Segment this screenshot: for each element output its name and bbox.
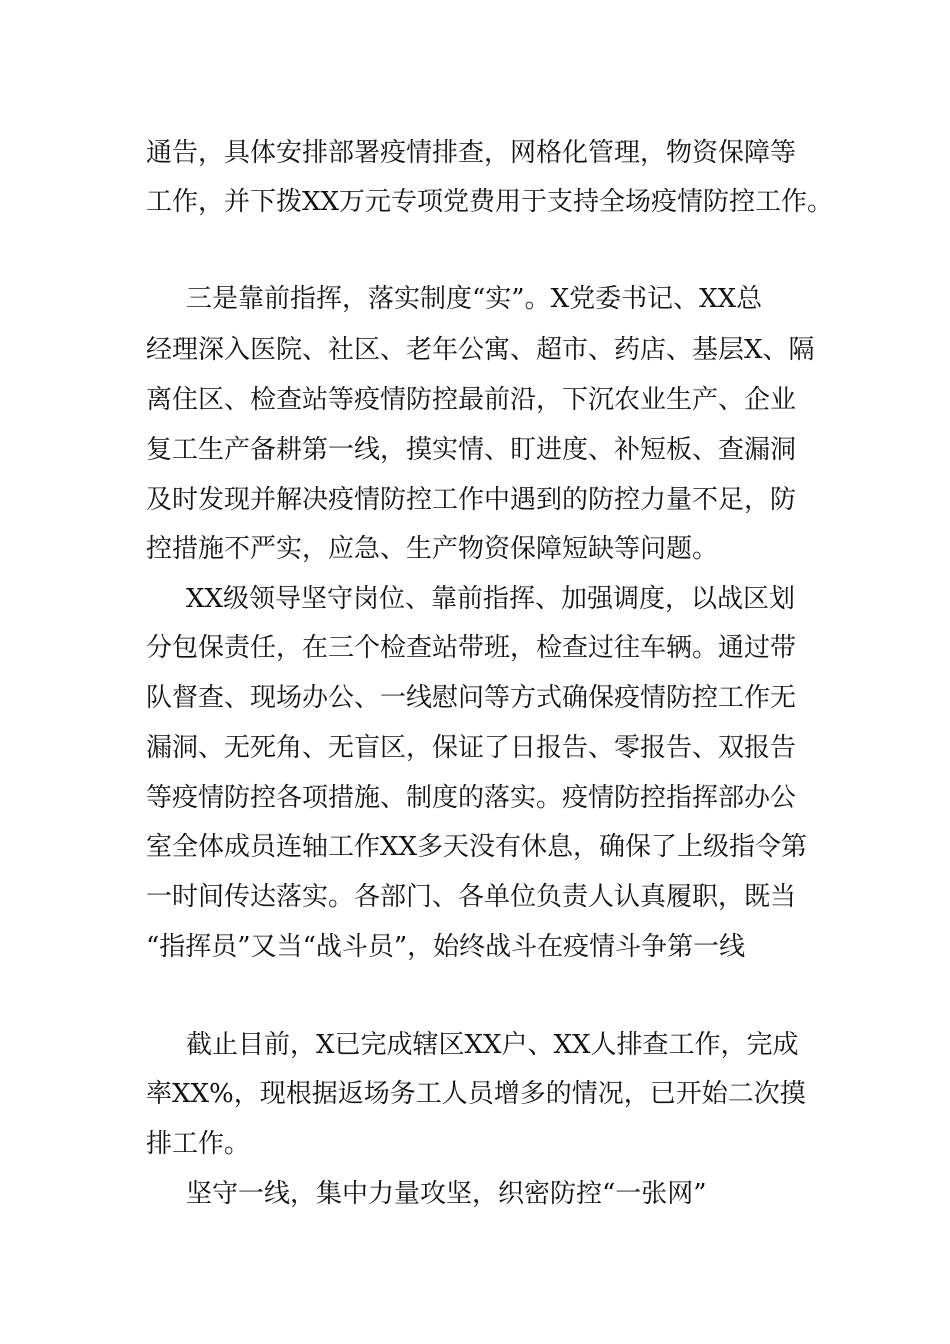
text-line: 率XX%，现根据返场务工人员增多的情况，已开始二次摸 [146, 1079, 806, 1109]
text-line: 及时发现并解决疫情防控工作中遇到的防控力量不足，防 [146, 485, 797, 515]
text-line: 经理深入医院、社区、老年公寓、超市、药店、基层X、隔 [146, 335, 815, 365]
text-line: 室全体成员连轴工作XX多天没有休息，确保了上级指令第 [146, 832, 808, 862]
text-line: 队督查、现场办公、一线慰问等方式确保疫情防控工作无 [146, 683, 797, 713]
text-line: 复工生产备耕第一线，摸实情、盯进度、补短板、查漏洞 [146, 435, 797, 465]
text-line: 一时间传达落实。各部门、各单位负责人认真履职，既当 [146, 882, 797, 912]
text-line: 控措施不严实，应急、生产物资保障短缺等问题。 [146, 534, 719, 564]
paragraph-first-line: 三是靠前指挥，落实制度“实”。X党委书记、XX总 [186, 284, 763, 314]
paragraph-first-line: XX级领导坚守岗位、靠前指挥、加强调度，以战区划 [186, 584, 796, 614]
text-line: 排工作。 [146, 1129, 251, 1159]
text-line: 离住区、检查站等疫情防控最前沿，下沉农业生产、企业 [146, 385, 797, 415]
section-heading: 坚守一线，集中力量攻坚，织密防控“一张网” [186, 1179, 707, 1209]
text-line: 分包保责任，在三个检查站带班，检查过往车辆。通过带 [146, 633, 797, 663]
text-line: “指挥员”又当“战斗员”，始终战斗在疫情斗争第一线 [146, 932, 746, 962]
text-line: 工作，并下拨XX万元专项党费用于支持全场疫情防控工作。 [146, 187, 834, 217]
text-line: 等疫情防控各项措施、制度的落实。疫情防控指挥部办公 [146, 783, 797, 813]
text-line: 通告，具体安排部署疫情排查，网格化管理，物资保障等 [146, 138, 797, 168]
paragraph-first-line: 截止目前，X已完成辖区XX户、XX人排查工作，完成 [186, 1030, 799, 1060]
text-line: 漏洞、无死角、无盲区，保证了日报告、零报告、双报告 [146, 733, 797, 763]
